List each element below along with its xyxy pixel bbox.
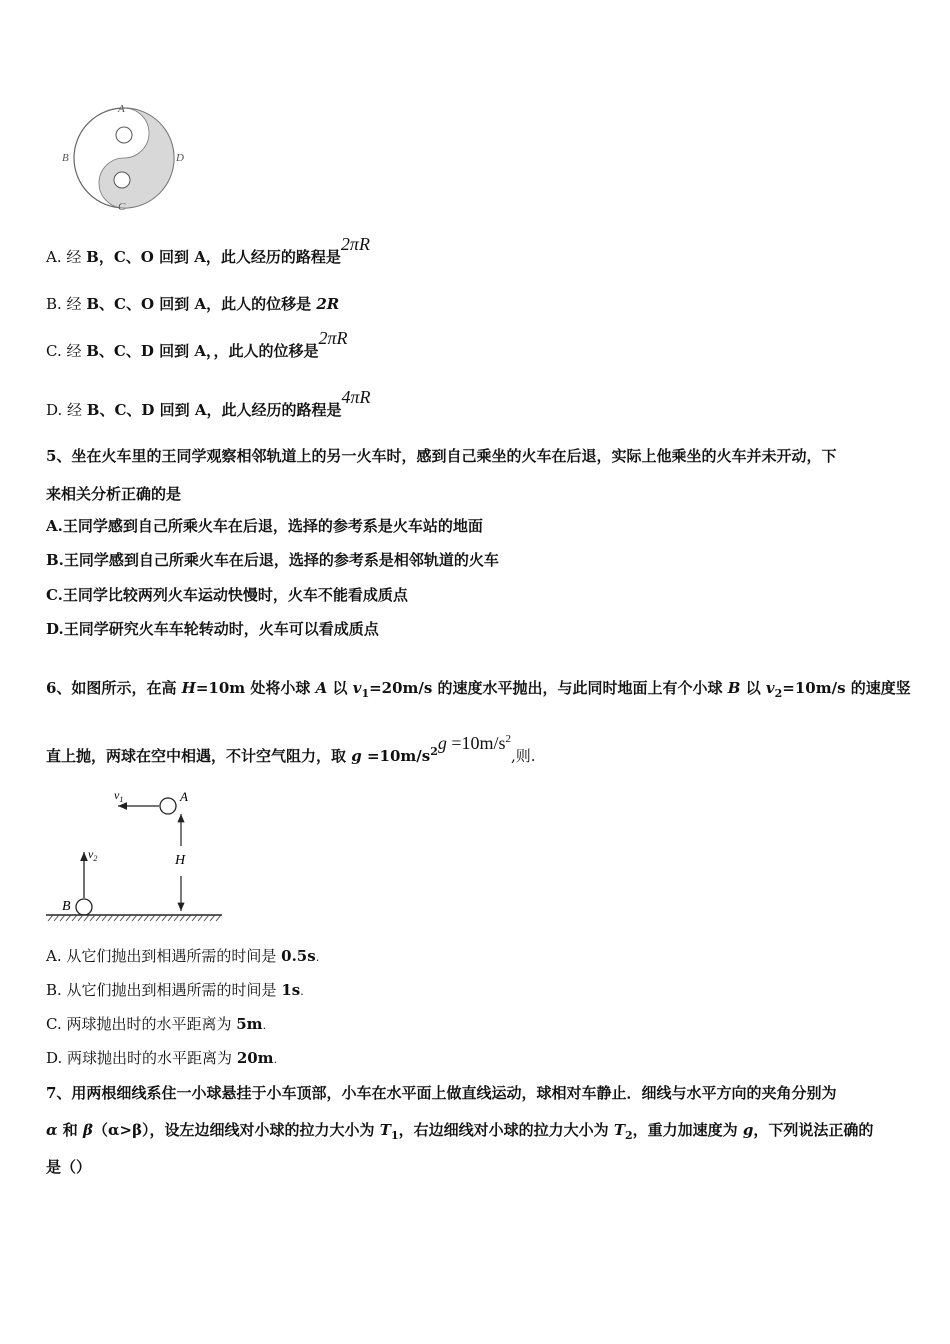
taiji-label-c: C [118, 201, 126, 213]
q4-option-a-prefix: A. 经 [46, 248, 87, 266]
q7-stem-line-2: α 和 β（α>β），设左边细线对小球的拉力大小为 $T_1$，右边细线对小球的拉力大小为 $T_2$，重力加速度为 g，下列说法正确的 [46, 1121, 874, 1142]
q5-option-c: C.王同学比较两列火车运动快慢时，火车不能看成质点 [46, 586, 408, 604]
q5-stem-line-2: 来相关分析正确的是 [46, 485, 182, 503]
q4-option-b-text: B、C、O 回到 A，此人的位移是 [86, 295, 317, 313]
q4-option-c-text: B、C、D 回到 A，，此人的位移是 [86, 342, 319, 360]
taiji-label-a: A [118, 103, 125, 115]
q7-stem-line-1: 7、用两根细线系住一小球悬挂于小车顶部，小车在水平面上做直线运动，球相对车静止．细线与水平方向的夹角分别为 [46, 1084, 837, 1102]
label-b: B [62, 899, 71, 914]
q6-option-d: D. 两球抛出时的水平距离为 20m. [46, 1049, 278, 1067]
q4-option-d-prefix: D. 经 [46, 401, 87, 419]
q7-stem-line-3: 是（） [46, 1158, 92, 1176]
q4-option-a [46, 234, 370, 267]
label-v2: $v_2$ [88, 847, 98, 863]
q6-math-g: $g =10m/s^2$ [437, 733, 512, 753]
q4-option-d [46, 387, 371, 420]
q4-option-d-text: B、C、D 回到 A，此人经历的路程是 [86, 401, 342, 419]
q4-option-b-bold: 2R [316, 295, 340, 313]
taiji-label-d: D [176, 152, 184, 164]
label-a: A [180, 789, 188, 804]
projectile-figure [44, 784, 226, 924]
taiji-figure [56, 102, 196, 214]
ground-hatch [48, 915, 221, 921]
taiji-upper-dot [116, 127, 132, 143]
q6-option-a: A. 从它们抛出到相遇所需的时间是 0.5s. [46, 947, 320, 965]
q5-option-d: D.王同学研究火车车轮转动时，火车可以看成质点 [46, 620, 379, 638]
q6-stem-line-1: 6、如图所示，在高 H=10m 处将小球 A 以 $v_1=20m/s$ 的速度水平抛出，与此同时地面上有个小球 B 以 $v_2=10m/s$ 的速度竖 [46, 679, 911, 700]
q6-option-b: B. 从它们抛出到相遇所需的时间是 1s. [46, 981, 304, 999]
q5-option-a: A.王同学感到自己所乘火车在后退，选择的参考系是火车站的地面 [46, 517, 483, 535]
q4-option-a-text: B，C、O 回到 A，此人经历的路程是 [86, 248, 341, 266]
q6-option-c: C. 两球抛出时的水平距离为 5m. [46, 1015, 267, 1033]
taiji-lower-dot [114, 172, 130, 188]
ball-b [76, 899, 92, 915]
q4-option-a-math: 2πR [340, 234, 370, 254]
ball-a [160, 798, 176, 814]
label-v1: $v_1$ [114, 788, 124, 804]
q5-option-b: B.王同学感到自己所乘火车在后退，选择的参考系是相邻轨道的火车 [46, 551, 499, 569]
label-h: H [175, 853, 186, 868]
q4-option-c-prefix: C. 经 [46, 342, 87, 360]
q4-option-d-math: 4πR [341, 387, 371, 407]
q5-stem-line-1: 5、坐在火车里的王同学观察相邻轨道上的另一火车时，感到自己乘坐的火车在后退，实际上他乘坐的火车并未开动，下 [46, 447, 837, 465]
taiji-label-b: B [62, 152, 69, 164]
q4-option-b-prefix: B. 经 [46, 295, 87, 313]
q6-stem-line-2: 直上抛，两球在空中相遇，不计空气阻力，取 $g =10m/s^2g =10m/s^2$,则. [46, 733, 536, 765]
q4-option-c [46, 328, 348, 361]
q4-option-b [46, 294, 339, 314]
q4-option-c-math: 2πR [318, 328, 348, 348]
